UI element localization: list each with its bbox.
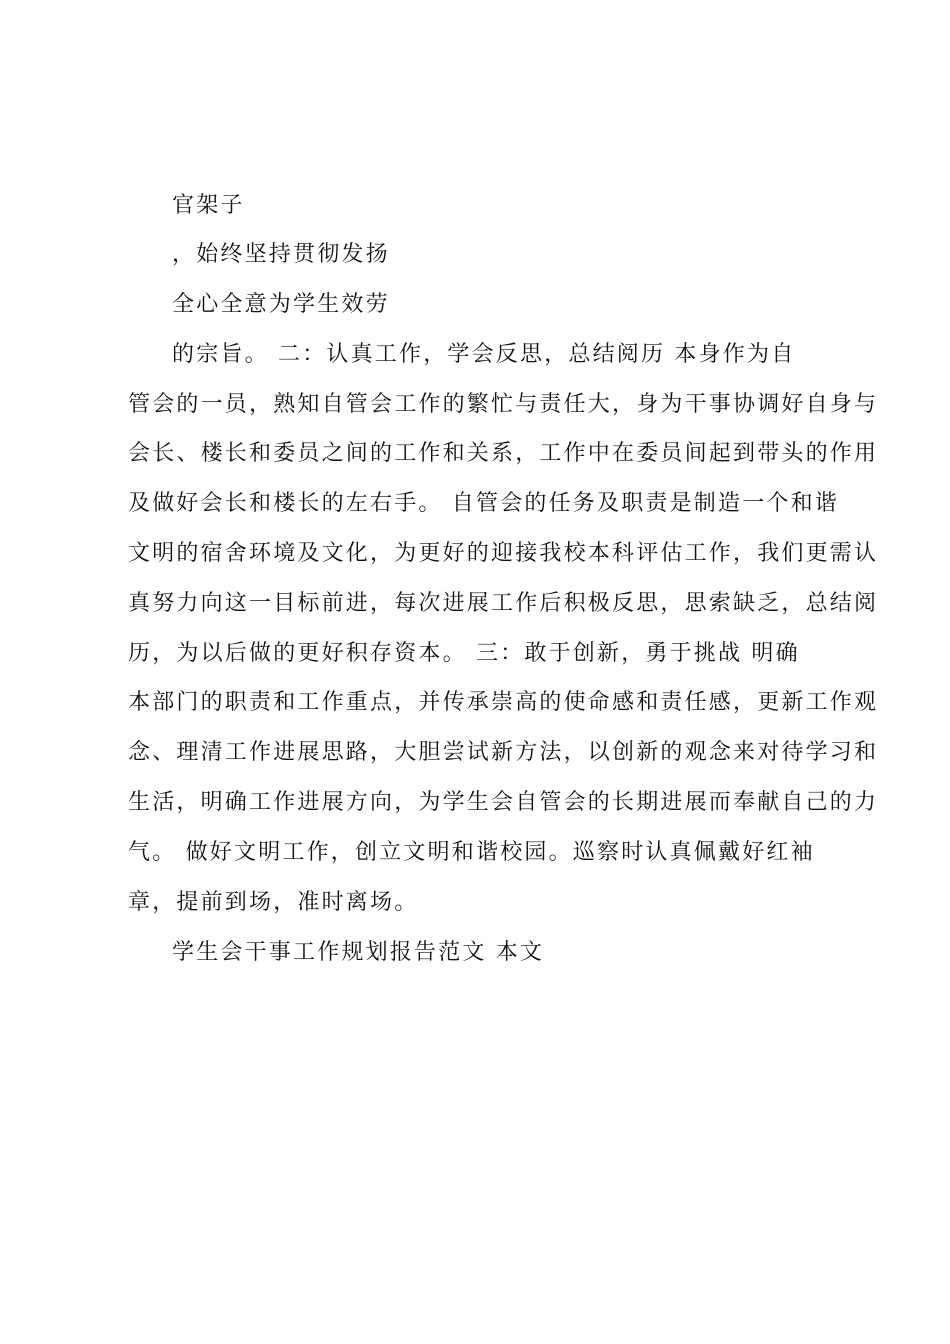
text-line: 历，为以后做的更好积存资本。 三：敢于创新，勇于挑战 明确: [128, 641, 800, 666]
text-line: 学生会干事工作规划报告范文 本文: [172, 940, 545, 965]
text-line: 及做好会长和楼长的左右手。 自管会的任务及职责是制造一个和谐: [128, 491, 839, 516]
text-line: 生活，明确工作进展方向，为学生会自管会的长期进展而奉献自己的力: [128, 790, 879, 815]
text-line: 管会的一员，熟知自管会工作的繁忙与责任大，身为干事协调好自身与: [128, 392, 879, 417]
text-line: 的宗旨。 二：认真工作，学会反思，总结阅历 本身作为自: [172, 342, 796, 367]
text-line: 真努力向这一目标前进，每次进展工作后积极反思，思索缺乏，总结阅: [128, 591, 879, 616]
text-line: 本部门的职责和工作重点，并传承崇高的使命感和责任感，更新工作观: [128, 690, 879, 715]
text-line: 念、理清工作进展思路，大胆尝试新方法，以创新的观念来对待学习和: [128, 740, 879, 765]
text-line: 官架子: [172, 193, 245, 218]
text-line: 气。 做好文明工作，创立文明和谐校园。巡察时认真佩戴好红袖: [128, 840, 815, 865]
text-line: 会长、楼长和委员之间的工作和关系，工作中在委员间起到带头的作用: [128, 441, 879, 466]
text-line: ，始终坚持贯彻发扬: [172, 242, 390, 267]
text-line: 章，提前到场，准时离场。: [128, 890, 419, 915]
text-line: 全心全意为学生效劳: [172, 292, 390, 317]
text-line: 文明的宿舍环境及文化，为更好的迎接我校本科评估工作，我们更需认: [128, 541, 879, 566]
